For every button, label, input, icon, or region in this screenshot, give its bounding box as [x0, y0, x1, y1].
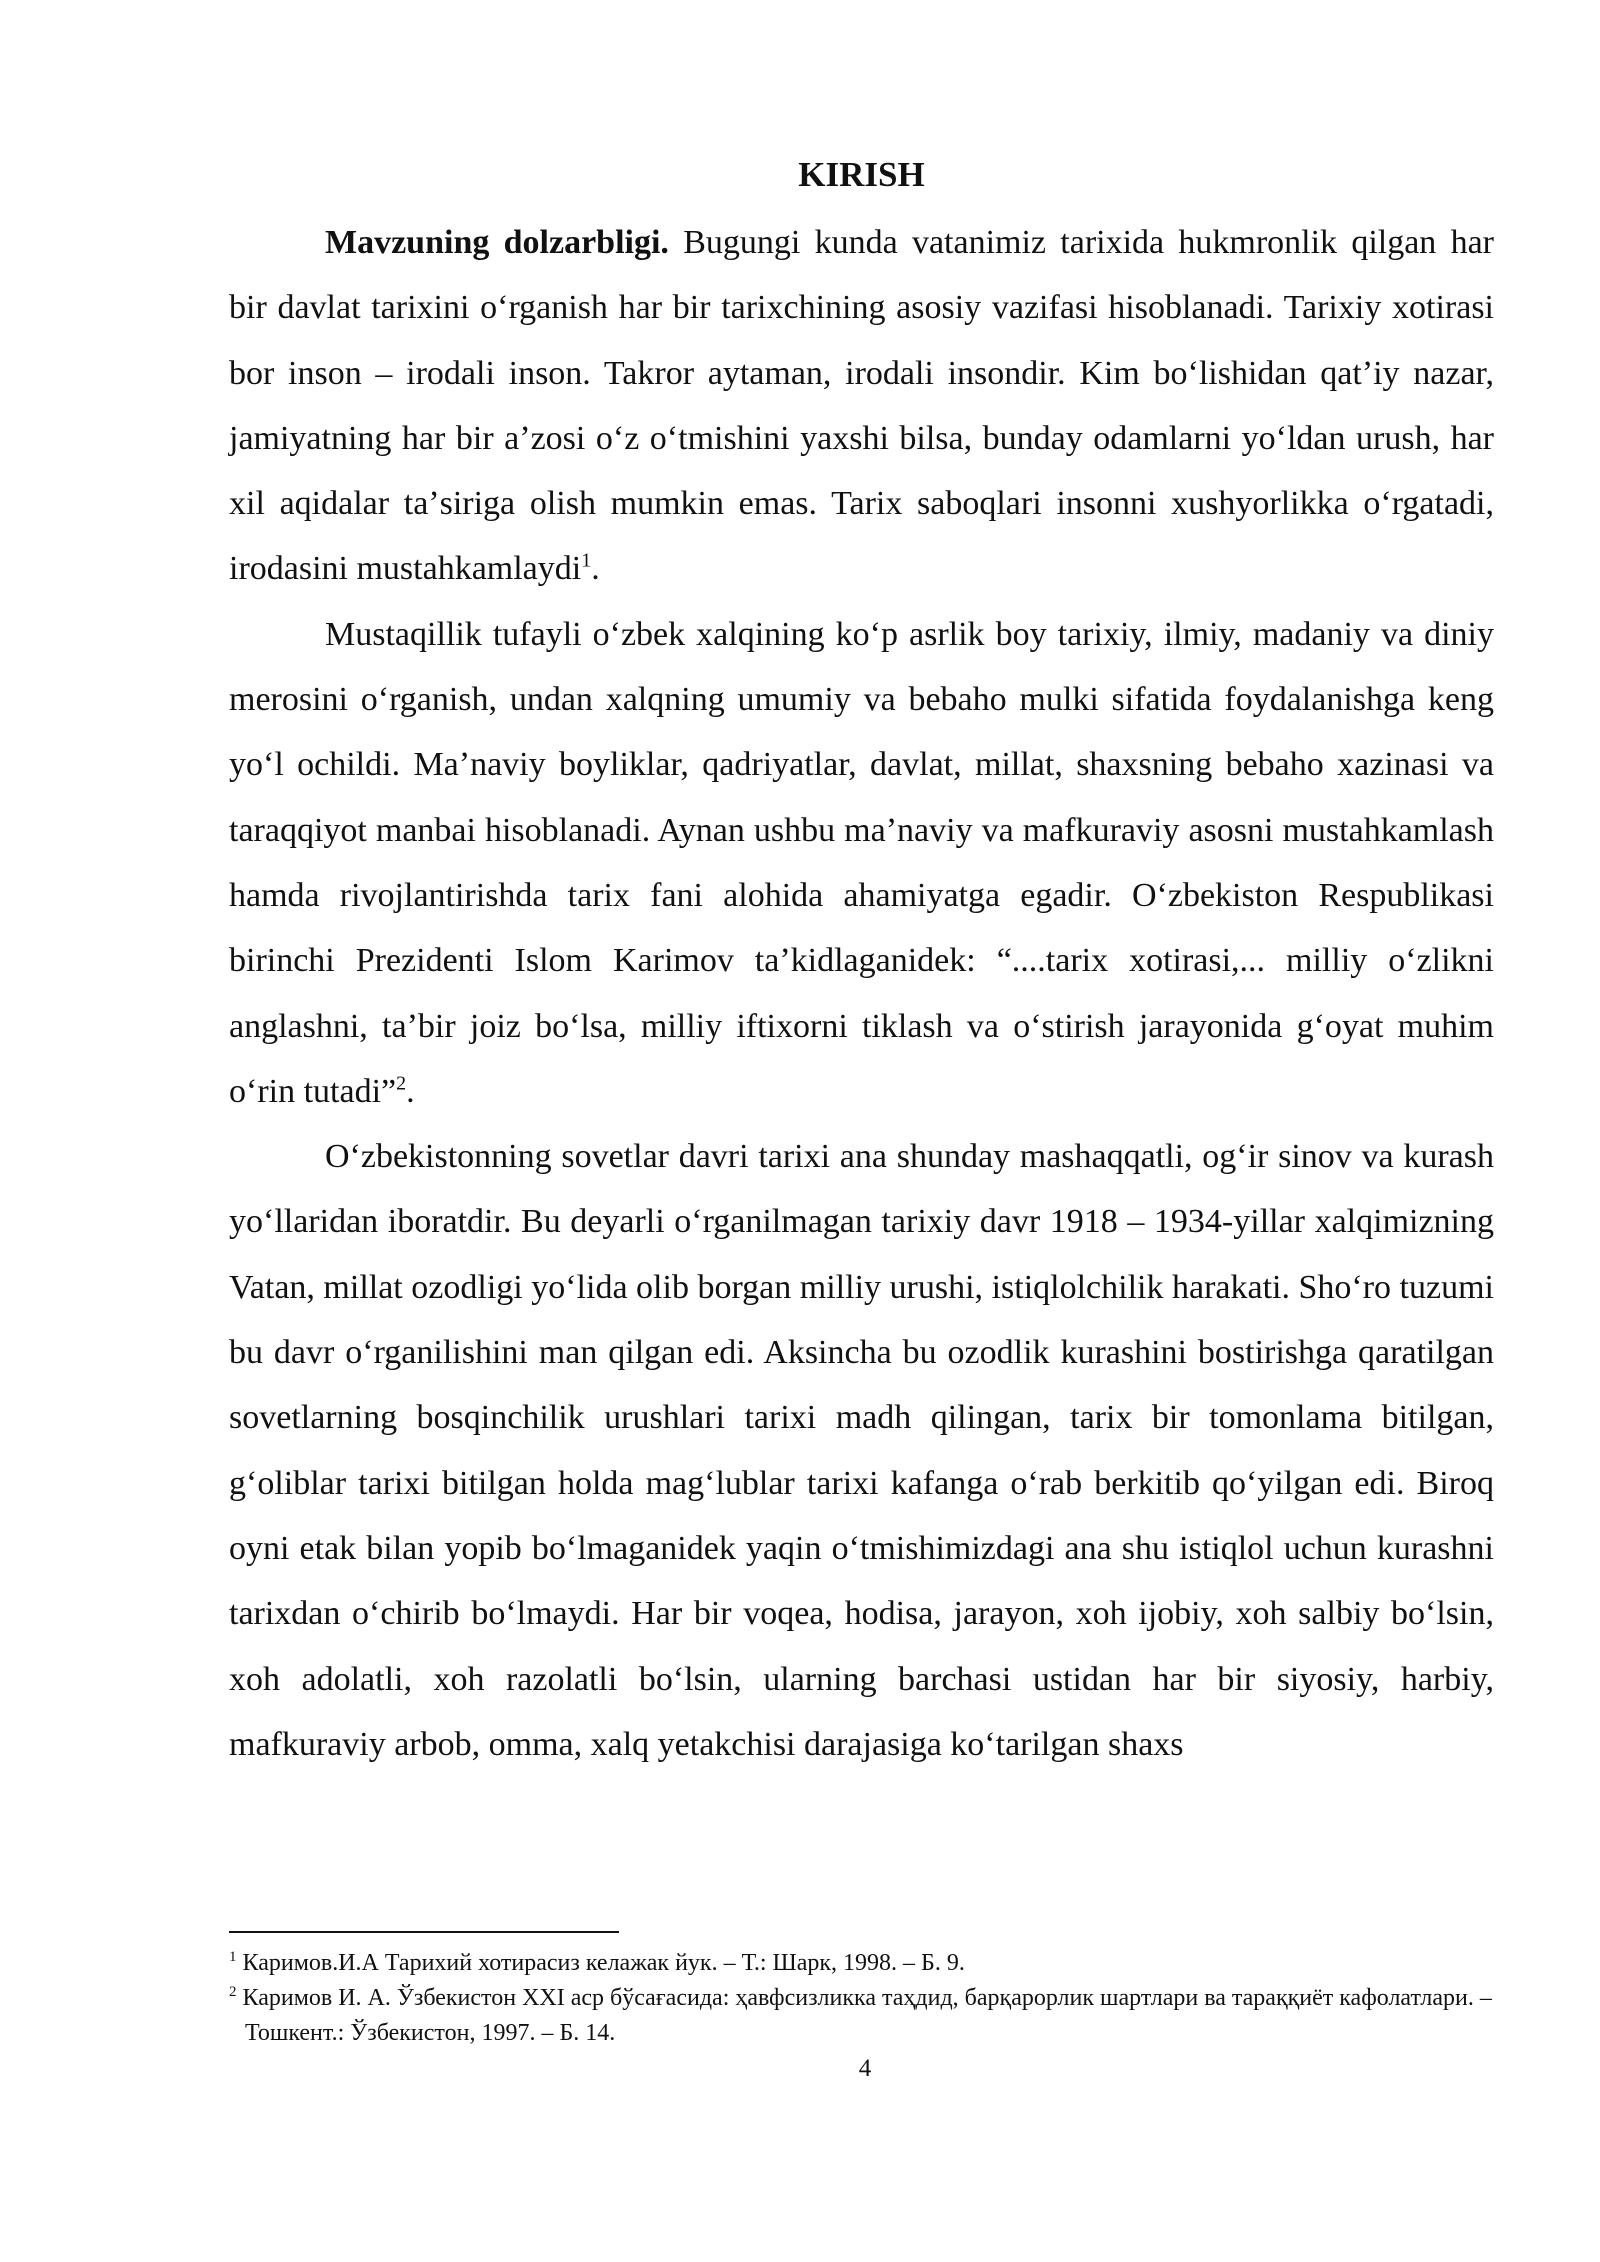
footnote-ref-1[interactable]: 1: [581, 550, 592, 573]
footnote-item: [229, 1981, 1494, 2051]
paragraph-tail: .: [591, 550, 600, 588]
paragraph-soviet-period: [229, 1124, 1494, 1777]
paragraph-text: Bugungi kunda vatanimiz tarixida hukmronlik qilgan har bir davlat tarixini oʻrganish har bir tarixchining asosiy vazifasi hisoblanadi. Tarixiy xotirasi bor inson – irodali inson. Takror aytaman, irodali insondir. Kim boʻlishidan qatʼiy nazar, jamiyatning har bir aʼzosi oʻz oʻtmishini yaxshi bilsa, bunday odamlarni yoʻldan urush, har xil aqidalar taʼsiriga olish mumkin emas. Tarix saboqlari insonni xushyorlikka oʻrgatadi, irodasini mustahkamlaydi: [229, 224, 1494, 588]
footnote-item: [229, 1946, 1494, 1981]
footnote-separator: [229, 1931, 619, 1933]
footnote-number: 1: [229, 1949, 237, 1965]
paragraph-lead: Mavzuning dolzarbligi.: [325, 224, 669, 261]
footnotes: [229, 1946, 1494, 2051]
paragraph-text: Oʻzbekistonning sovetlar davri tarixi ana shunday mashaqqatli, ogʻir sinov va kurash yoʻllaridan iboratdir. Bu deyarli oʻrganilmagan tarixiy davr 1918 – 1934-yillar xalqimizning Vatan, millat ozodligi yoʻlida olib borgan milliy urushi, istiqlolchilik harakati. Shoʻro tuzumi bu davr oʻrganilishini man qilgan edi. Aksincha bu ozodlik kurashini bostirishga qaratilgan sovetlarning bosqinchilik urushlari tarixi madh qilingan, tarix bir tomonlama bitilgan, gʻoliblar tarixi bitilgan holda magʻlublar tarixi kafanga oʻrab berkitib qoʻyilgan edi. Biroq oyni etak bilan yopib boʻlmaganidek yaqin oʻtmishimizdagi ana shu istiqlol uchun kurashni tarixdan oʻchirib boʻlmaydi. Har bir voqea, hodisa, jarayon, xoh ijobiy, xoh salbiy boʻlsin, xoh adolatli, xoh razolatli boʻlsin, ularning barchasi ustidan har bir siyosiy, harbiy, mafkuraviy arbob, omma, xalq yetakchisi darajasiga koʻtarilgan shaxs: [229, 1138, 1494, 1763]
section-title: KIRISH: [798, 155, 925, 194]
paragraph-tail: .: [406, 1072, 415, 1110]
footnote-ref-2[interactable]: 2: [396, 1072, 407, 1095]
footnote-text: Каримов.И.А Тарихий хотирасиз келажак йук. – Т.: Шарк, 1998. – Б. 9.: [242, 1950, 965, 1976]
paragraph-text: Mustaqillik tufayli oʻzbek xalqining koʻp asrlik boy tarixiy, ilmiy, madaniy va diniy merosini oʻrganish, undan xalqning umumiy va bebaho mulki sifatida foydalanishga keng yoʻl ochildi. Maʼnaviy boyliklar, qadriyatlar, davlat, millat, shaxsning bebaho xazinasi va taraqqiyot manbai hisoblanadi. Aynan ushbu maʼnaviy va mafkuraviy asosni mustahkamlash hamda rivojlantirishda tarix fani alohida ahamiyatga egadir. Oʻzbekiston Respublikasi birinchi Prezidenti Islom Karimov taʼkidlaganidek: “....tarix xotirasi,... milliy oʻzlikni anglashni, taʼbir joiz boʻlsa, milliy iftixorni tiklash va oʻstirish jarayonida gʻoyat muhim oʻrin tutadi”: [229, 615, 1494, 1110]
footnote-number: 2: [229, 1984, 237, 2000]
footnote-text: Каримов И. А. Ўзбекистон XXI аср бўсағасида: ҳавфсизликка таҳдид, барқарорлик шартлари ва тараққиёт кафолатлари. – Тошкент.: Ўзбекистон, 1997. – Б. 14.: [242, 1985, 1492, 2046]
paragraph-relevance: [229, 210, 1494, 602]
paragraph-independence: [229, 602, 1494, 1124]
page-number: 4: [858, 2055, 872, 2082]
main-content: [229, 145, 1494, 1777]
